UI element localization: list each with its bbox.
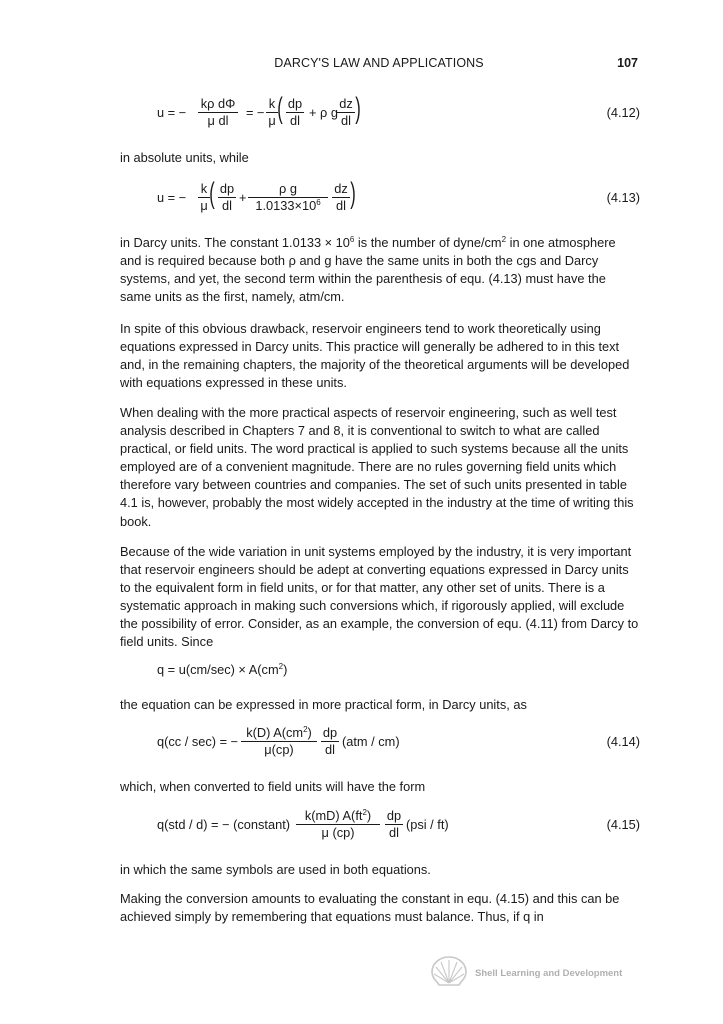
- chapter-title: DARCY'S LAW AND APPLICATIONS: [274, 56, 484, 70]
- fraction: $\frac{dp}{dl}$: [386, 808, 402, 840]
- footer: [430, 955, 650, 989]
- fraction: $\frac{k(D) A(cm^2)}{\mu(cp)}$: [241, 725, 317, 758]
- equation-4-12: u = − $\frac{\text{kρ dΦ}}{\text{μ dl}}$ = − $\frac{k}{\mu}$ ( $\frac{dp}{dl}$ + ρ g $\frac{dz}{dl}$ ) (4.12): [157, 92, 640, 128]
- fraction: $\frac{dp}{dl}$: [287, 96, 303, 128]
- paragraph: in which the same symbols are used in both equations.: [120, 862, 431, 877]
- paragraph: Because of the wide variation in unit systems employed by the industry, it is very important that reservoir engineers should be adept at converting equations expressed in Darcy units to the equivalent form in field units, or for that matter, any other set of units. There is a systematic approach in making such conversions which, if rigorously applied, will exclude the possibility of error. Consider, as an example, the conversion of equ. (4.11) from Darcy to field units. Since: [120, 544, 639, 650]
- eq-lhs: q(std / d) = − (constant): [157, 817, 291, 832]
- paragraph: the equation can be expressed in more practical form, in Darcy units, as: [120, 697, 527, 712]
- eq-lhs: q(cc / sec) = −: [157, 734, 239, 749]
- fraction: $\frac{dp}{dl}$: [219, 181, 235, 213]
- fraction: $\frac{dz}{dl}$: [332, 181, 350, 214]
- eq-unit: (psi / ft): [406, 817, 449, 832]
- equation-q: $q = u(cm/\sec) \times A(cm^2)$: [157, 662, 288, 677]
- paragraph: In spite of this obvious drawback, reservoir engineers tend to work theoretically using equations expressed in Darcy units. This practice will generally be adhered to in this text and, in the remaining chapters, the majority of the theoretical arguments will be developed with equations expressed in these units.: [120, 321, 630, 391]
- eq-lhs: u = −: [157, 190, 187, 205]
- eq-lhs: u = −: [157, 105, 187, 120]
- paragraph: Making the conversion amounts to evaluating the constant in equ. (4.15) and this can be achieved simply by remembering that equations must balance. Thus, if q in: [120, 891, 620, 925]
- fraction: $\frac{dp}{dl}$: [322, 725, 338, 757]
- fraction: $\frac{\text{kρ dΦ}}{\text{μ dl}}$: [198, 96, 238, 129]
- fraction: $\frac{k}{\mu}$: [266, 96, 278, 129]
- eq-operator: +: [239, 190, 247, 205]
- equation-4-14: [120, 723, 640, 763]
- brand-text: Shell Learning and Development: [475, 968, 623, 979]
- fraction: $\frac{k}{\mu}$: [198, 181, 210, 214]
- page-number: 107: [617, 56, 638, 70]
- fraction: $\frac{k(mD) A(ft^2)}{\mu (cp)}$: [296, 808, 380, 841]
- paragraph: which, when converted to field units will have the form: [120, 779, 426, 794]
- eq-term: + ρ g: [309, 105, 338, 120]
- equation-number: (4.15): [606, 817, 640, 832]
- equation-number: (4.14): [606, 734, 640, 749]
- eq-operator: = −: [246, 105, 265, 120]
- fraction: $\frac{\text{ρ g}}{1.0133\times 10^6}$: [248, 181, 328, 214]
- paragraph: When dealing with the more practical aspects of reservoir engineering, such as well test analysis described in Chapters 7 and 8, it is conventional to switch to what are called practical, or field units. The word practical is applied to such systems because all the units employed are of a convenient magnitude. There are no rules governing field units which therefore vary between countries and companies. The set of such units presented in table 4.1 is, however, probably the most widely accepted in the industry at the time of writing this book.: [120, 405, 634, 529]
- paragraph: in absolute units, while: [120, 150, 249, 165]
- equation-4-15: [120, 806, 640, 846]
- equation-4-13: u = − $\frac{k}{\mu}$ ( $\frac{dp}{dl}$ + $\frac{\text{ρ g}}{1.0133\times 10^6}$ $\frac{dz}{dl}$ ) (4.13): [157, 177, 640, 213]
- fraction: $\frac{dz}{dl}$: [337, 96, 355, 129]
- shell-logo-icon: [430, 955, 468, 987]
- eq-unit: (atm / cm): [342, 734, 400, 749]
- paragraph: in Darcy units. The constant $1.0133 \times 10^6$ is the number of dyne/$cm^2$ in one atmosphere and is required because both ρ and g have the same units in both the cgs and Darcy systems, and yet, the second term within the parenthesis of equ. (4.13) must have the same units as the first, namely, atm/cm.: [120, 235, 616, 305]
- equation-number: (4.13): [606, 190, 640, 205]
- running-header: [120, 56, 638, 72]
- equation-number: (4.12): [606, 105, 640, 120]
